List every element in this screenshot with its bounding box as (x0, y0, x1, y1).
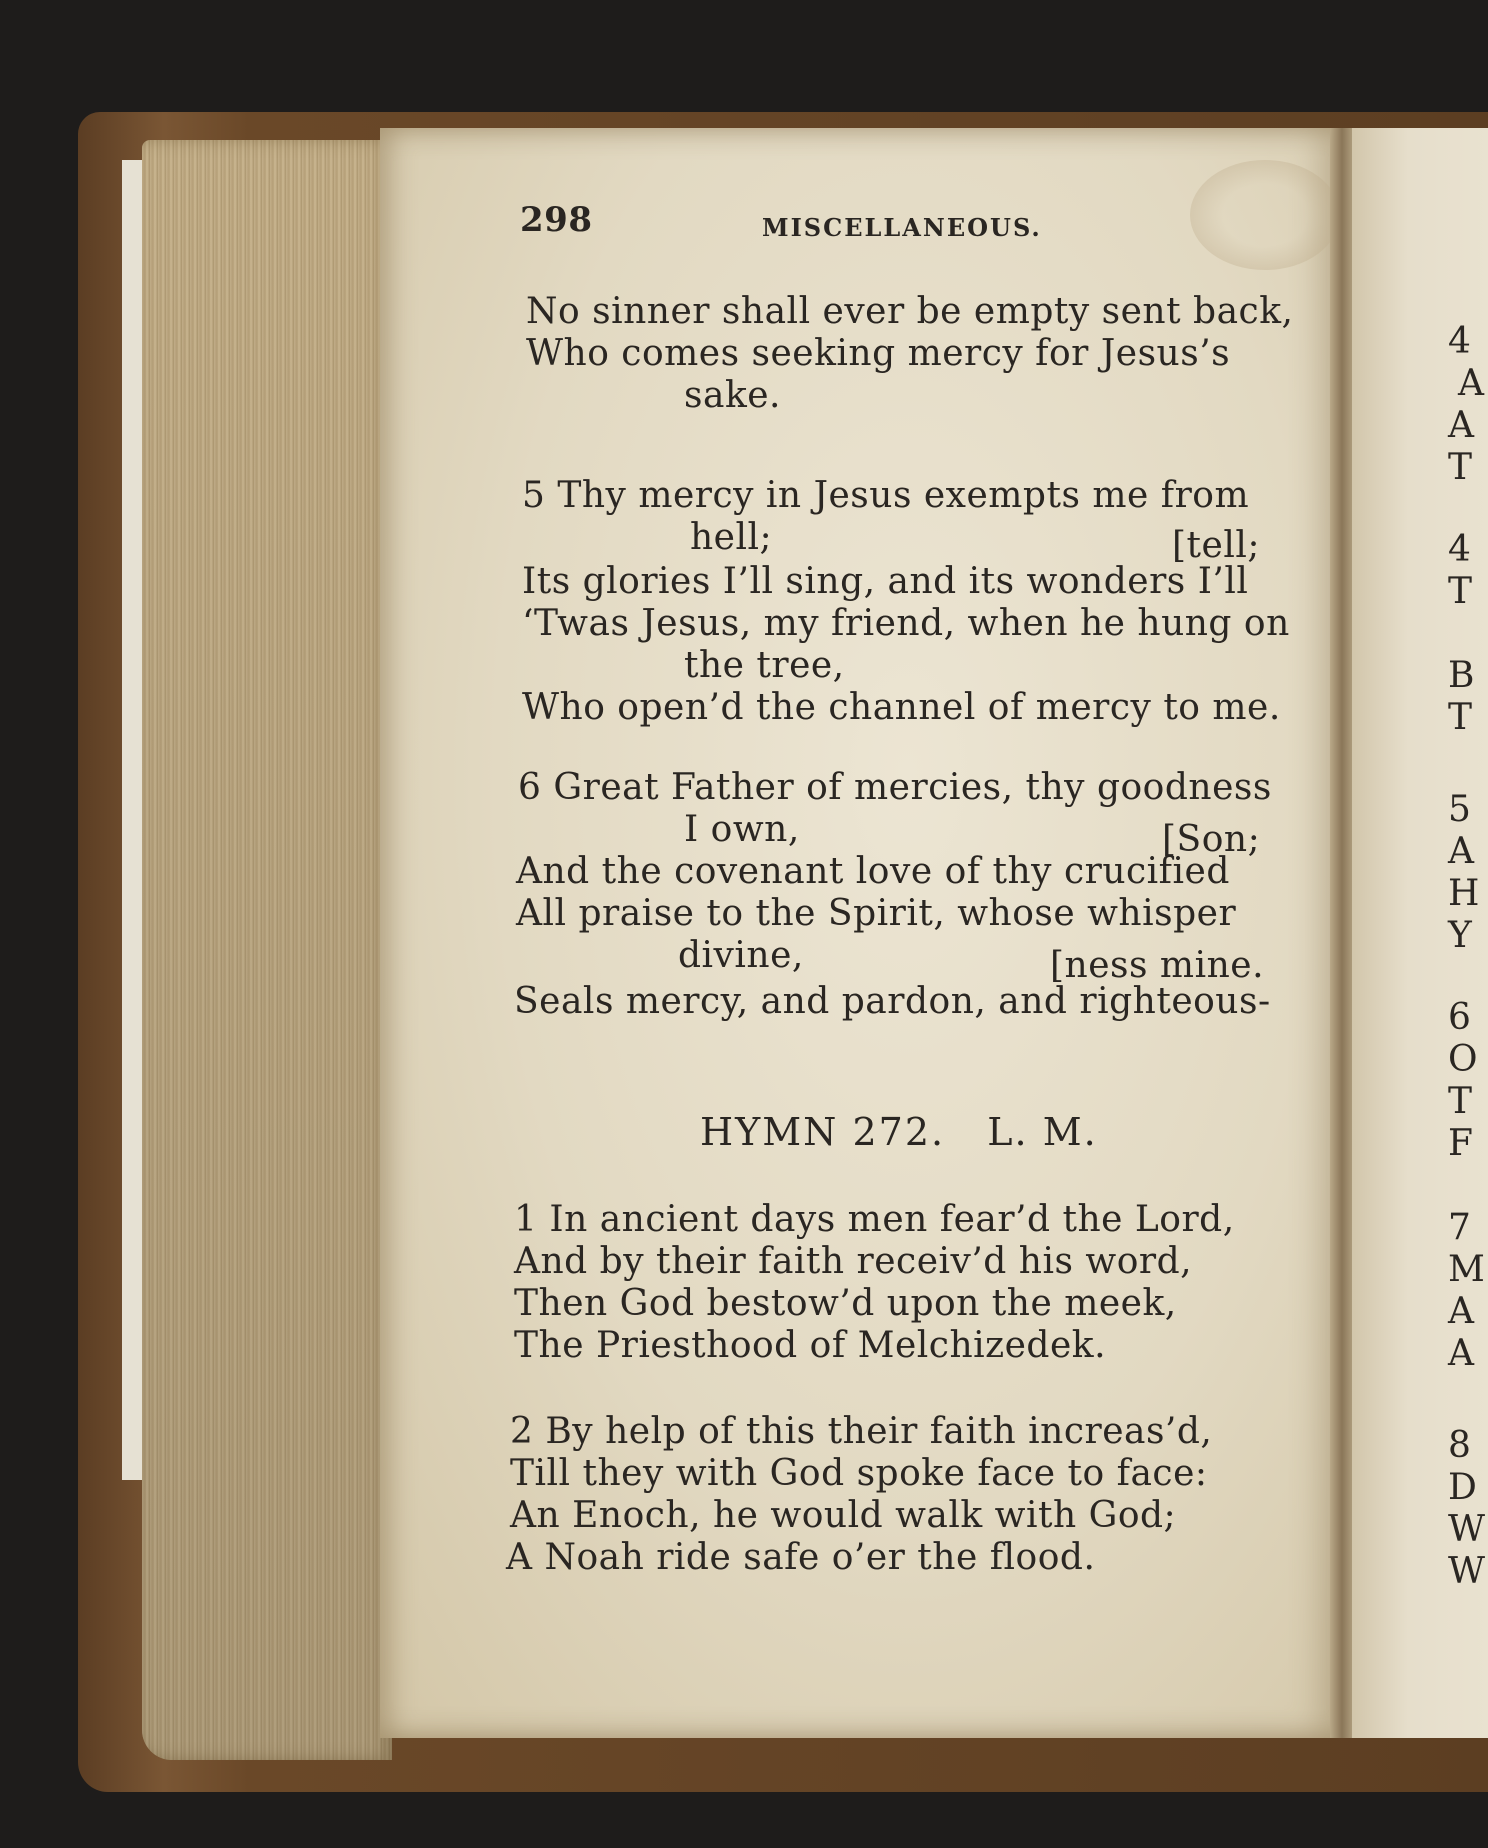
page-number: 298 (520, 200, 593, 240)
facing-fragment: F (1448, 1123, 1473, 1164)
facing-fragment: 4 (1448, 529, 1471, 570)
verse-line: The Priesthood of Melchizedek. (514, 1325, 1107, 1366)
facing-fragment: A (1458, 363, 1484, 404)
facing-fragment: Y (1448, 915, 1472, 956)
facing-fragment: T (1448, 447, 1473, 488)
verse-line: Who open’d the channel of mercy to me. (522, 687, 1281, 728)
verse-turnover: [Son; (1162, 819, 1261, 860)
book-gutter (1330, 128, 1354, 1738)
verse-line: No sinner shall ever be empty sent back, (526, 291, 1294, 332)
verse-line: ‘Twas Jesus, my friend, when he hung on (522, 603, 1290, 644)
facing-fragment: B (1448, 655, 1475, 696)
verse-line: the tree, (684, 645, 845, 686)
verse-line: 6 Great Father of mercies, thy goodness (518, 767, 1272, 808)
facing-fragment: W (1448, 1509, 1486, 1550)
verse-line: Seals mercy, and pardon, and righteous- (514, 981, 1271, 1022)
facing-fragment: 8 (1448, 1425, 1471, 1466)
page-edges (142, 140, 392, 1760)
verse-line: I own, (684, 809, 800, 850)
verse-line: And the covenant love of thy crucified (516, 851, 1230, 892)
running-head: MISCELLANEOUS. (762, 213, 1042, 242)
hymn-heading: HYMN 272. L. M. (700, 1110, 1098, 1154)
facing-fragment: T (1448, 1081, 1473, 1122)
verse-line: 1 In ancient days men fear’d the Lord, (514, 1199, 1235, 1240)
verse-line: A Noah ride safe o’er the flood. (506, 1537, 1096, 1578)
facing-fragment: W (1448, 1551, 1486, 1592)
facing-fragment: A (1448, 1291, 1474, 1332)
verse-line: hell; (690, 517, 773, 558)
facing-fragment: A (1448, 831, 1474, 872)
facing-fragment: O (1448, 1039, 1478, 1080)
verse-line: Its glories I’ll sing, and its wonders I’ll (522, 561, 1249, 602)
facing-fragment: T (1448, 571, 1473, 612)
verse-line: 2 By help of this their faith increas’d, (510, 1411, 1213, 1452)
verse-line: sake. (684, 375, 781, 416)
facing-fragment: D (1448, 1467, 1477, 1508)
verse-line: Till they with God spoke face to face: (510, 1453, 1208, 1494)
facing-fragment: H (1448, 873, 1480, 914)
verse-turnover: [ness mine. (1050, 945, 1265, 986)
water-stain (1190, 160, 1340, 270)
facing-fragment: 6 (1448, 997, 1471, 1038)
verse-line: All praise to the Spirit, whose whisper (516, 893, 1237, 934)
facing-fragment: A (1448, 405, 1474, 446)
verse-turnover: [tell; (1172, 525, 1260, 566)
verse-line: And by their faith receiv’d his word, (514, 1241, 1193, 1282)
facing-fragment: 7 (1448, 1207, 1471, 1248)
verse-line: divine, (678, 935, 804, 976)
verse-line: 5 Thy mercy in Jesus exempts me from (522, 475, 1250, 516)
facing-fragment: M (1448, 1249, 1485, 1290)
facing-fragment: T (1448, 697, 1473, 738)
verse-line: Then God bestow’d upon the meek, (514, 1283, 1177, 1324)
facing-fragment: A (1448, 1333, 1474, 1374)
facing-fragment: 4 (1448, 321, 1471, 362)
verse-line: An Enoch, he would walk with God; (510, 1495, 1177, 1536)
facing-fragment: 5 (1448, 789, 1471, 830)
verse-line: Who comes seeking mercy for Jesus’s (526, 333, 1231, 374)
